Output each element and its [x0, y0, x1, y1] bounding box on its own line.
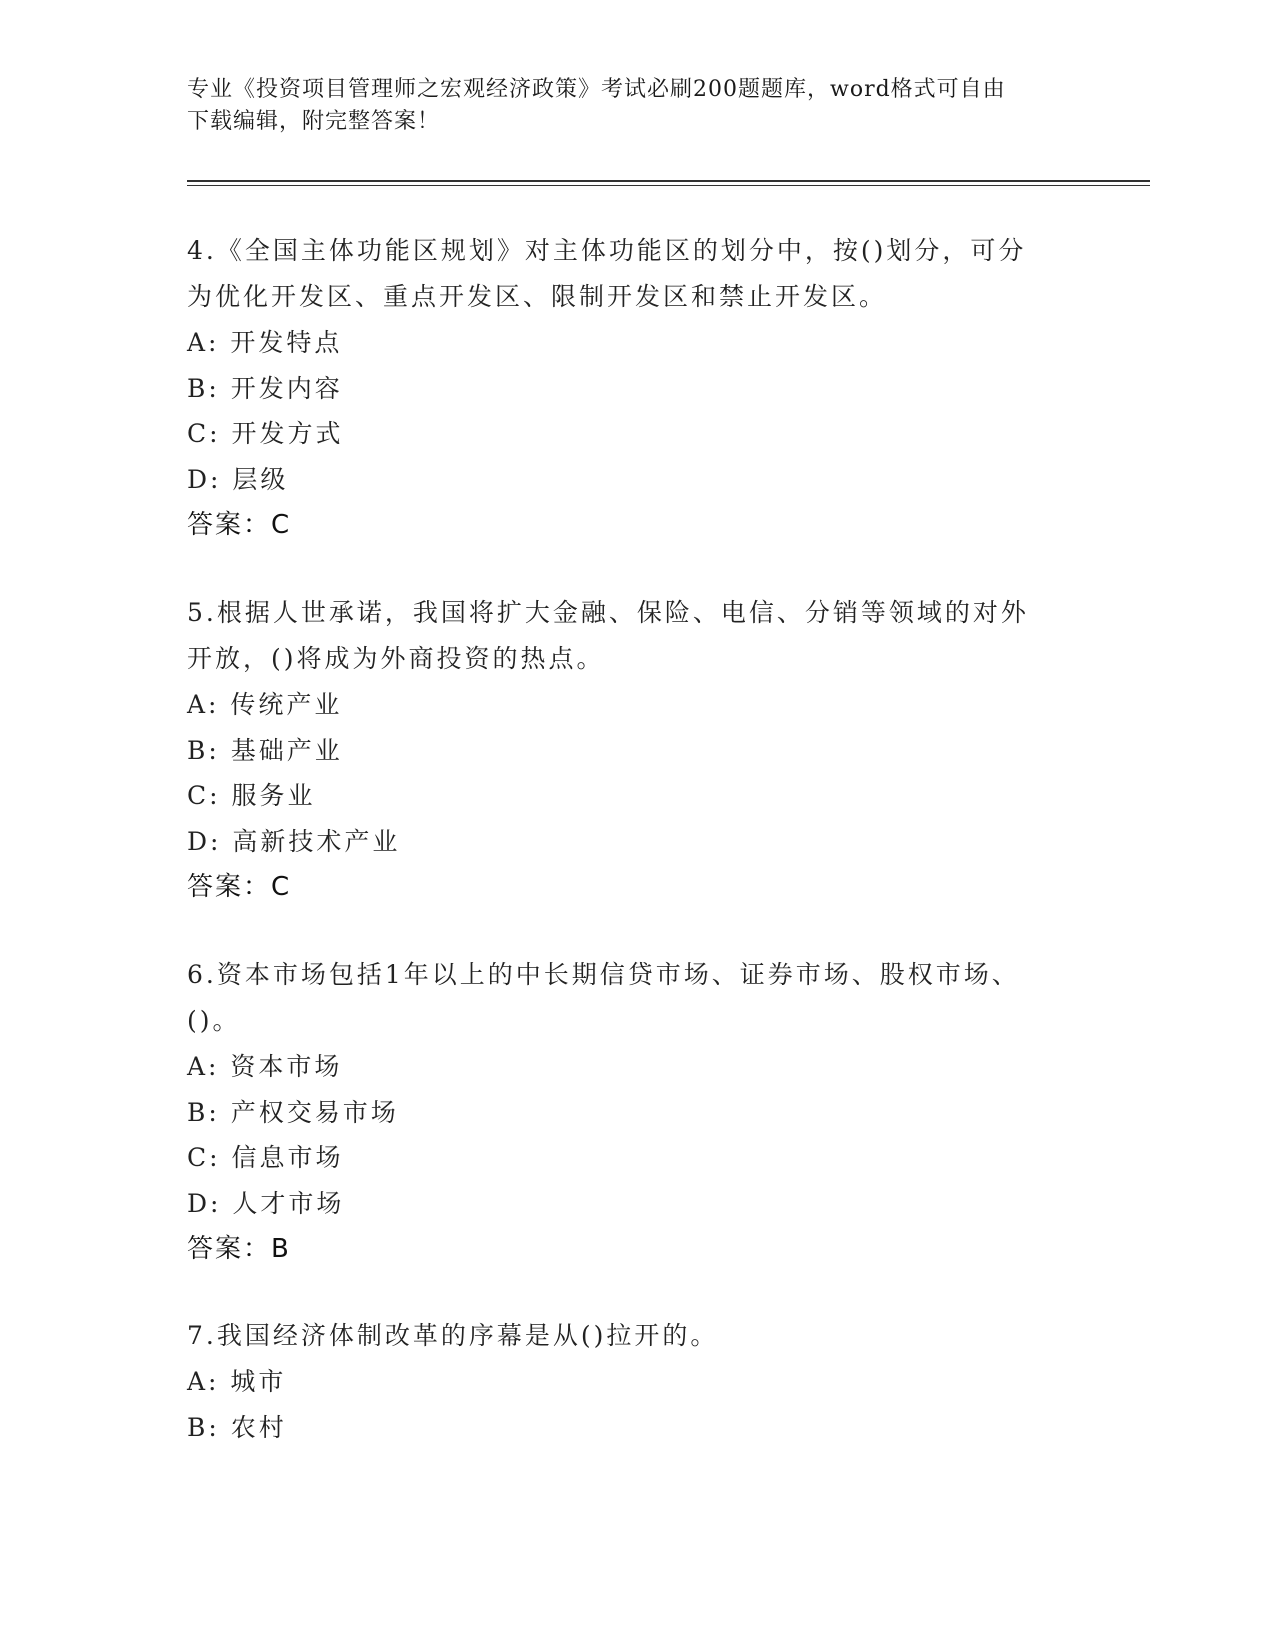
document-header [187, 74, 1067, 138]
option-d: D: 高新技术产业 [187, 826, 401, 856]
question-5 [187, 590, 1067, 910]
option-d: D: 层级 [187, 464, 289, 494]
option-b: B: 产权交易市场 [187, 1097, 399, 1127]
option-a: A: 资本市场 [187, 1052, 343, 1081]
option-c: C: 开发方式 [187, 419, 344, 448]
option-a: A: 传统产业 [187, 690, 343, 719]
question-stem-line-1: 7.我国经济体制改革的序幕是从()拉开的。 [187, 1321, 719, 1350]
header-line-1: 专业《投资项目管理师之宏观经济政策》考试必刷200题题库，word格式可自由 [187, 77, 1006, 102]
option-b: B: 基础产业 [187, 735, 343, 765]
question-stem-line-1: 6.资本市场包括1年以上的中长期信贷市场、证券市场、股权市场、 [187, 960, 1020, 989]
option-c: C: 信息市场 [187, 1143, 344, 1172]
header-divider-thin [187, 185, 1150, 186]
question-6 [187, 952, 1067, 1272]
question-stem-line-2: 为优化开发区、重点开发区、限制开发区和禁止开发区。 [187, 282, 888, 311]
answer: 答案：C [187, 510, 292, 540]
question-stem-line-2: ()。 [187, 1006, 241, 1035]
option-a: A: 城市 [187, 1367, 287, 1396]
option-b: B: 开发内容 [187, 373, 343, 403]
answer: 答案：C [187, 872, 292, 902]
answer: 答案：B [187, 1234, 291, 1264]
option-b: B: 农村 [187, 1412, 287, 1442]
option-d: D: 人才市场 [187, 1188, 345, 1218]
question-stem-line-1: 5.根据人世承诺，我国将扩大金融、保险、电信、分销等领域的对外 [187, 598, 1029, 627]
option-c: C: 服务业 [187, 781, 316, 810]
question-stem-line-1: 4.《全国主体功能区规划》对主体功能区的划分中，按()划分，可分 [187, 236, 1027, 265]
question-stem-line-2: 开放，()将成为外商投资的热点。 [187, 644, 605, 673]
header-line-2: 下载编辑，附完整答案！ [187, 109, 441, 134]
question-4 [187, 228, 1067, 548]
option-a: A: 开发特点 [187, 328, 343, 357]
question-7 [187, 1313, 1067, 1450]
header-divider-thick [187, 180, 1150, 182]
